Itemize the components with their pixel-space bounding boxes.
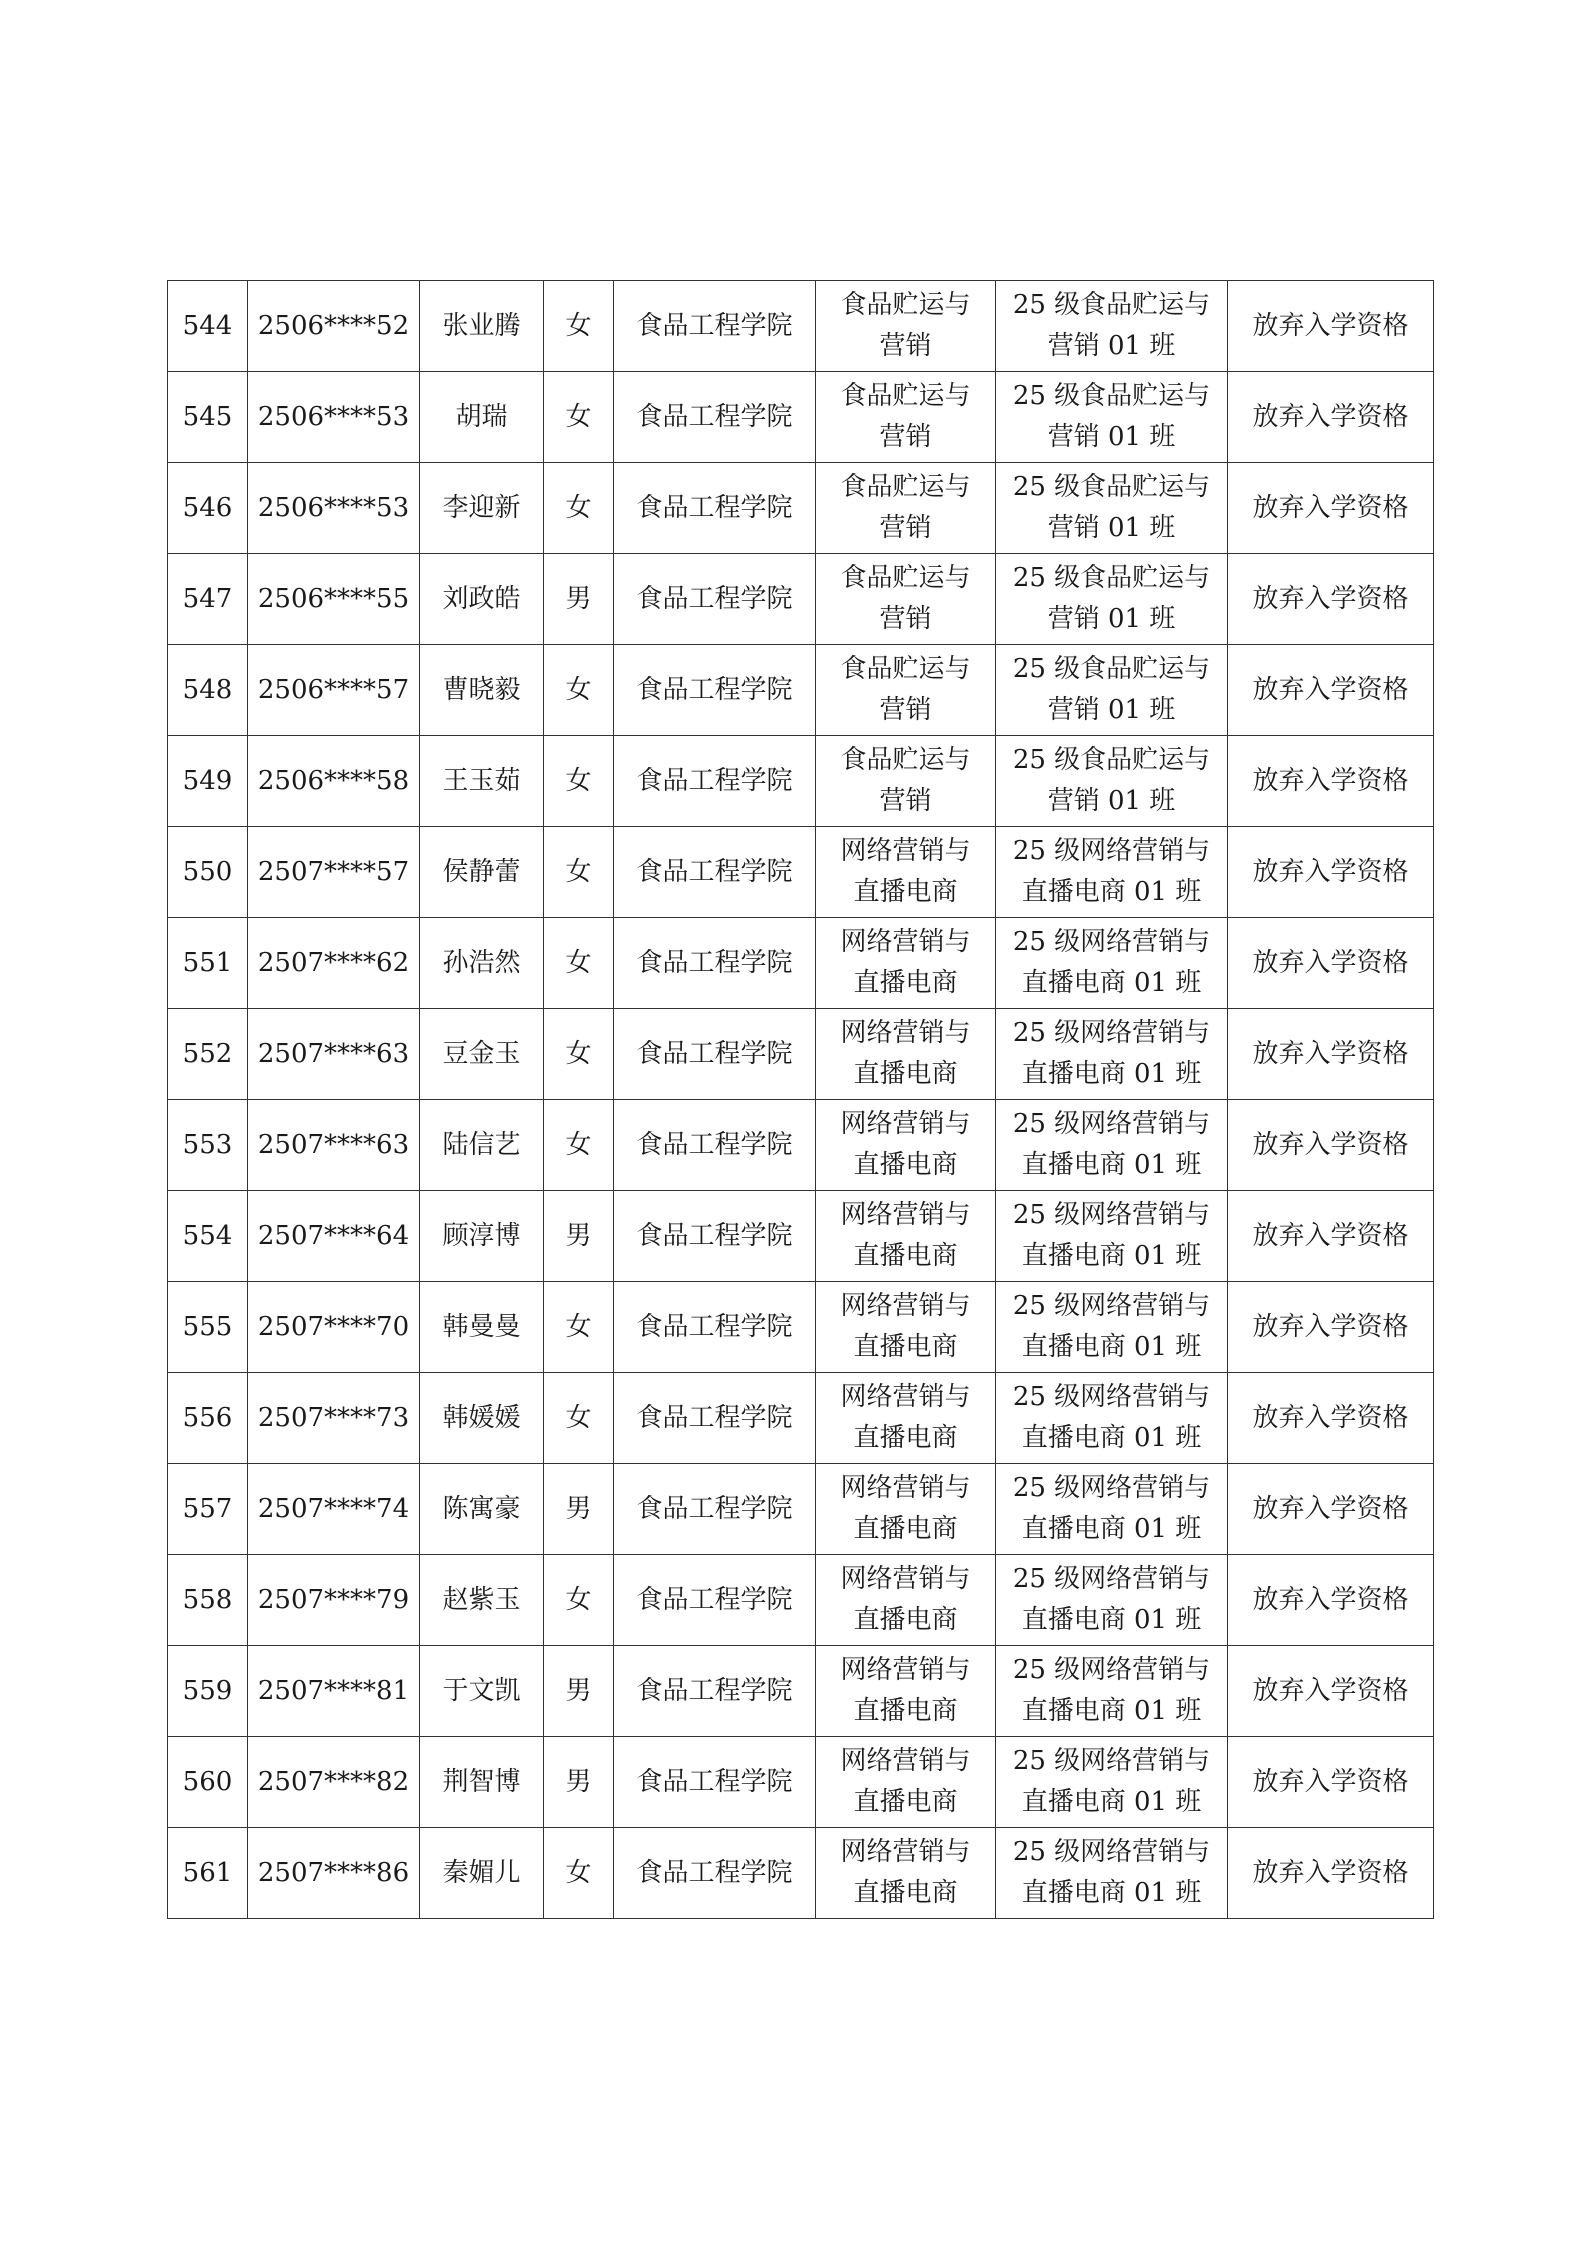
gender-cell: 男	[544, 1737, 614, 1828]
serial-number-cell: 554	[168, 1191, 248, 1282]
college-cell: 食品工程学院	[614, 918, 816, 1009]
class-cell-line: 25 级网络营销与	[1012, 1382, 1211, 1412]
student-name-cell: 荆智博	[420, 1737, 544, 1828]
major-cell	[816, 1737, 996, 1828]
major-cell	[816, 1373, 996, 1464]
student-name-cell: 胡瑞	[420, 372, 544, 463]
major-cell-line: 食品贮运与	[840, 472, 971, 502]
gender-cell: 女	[544, 645, 614, 736]
student-id-cell: 2506****53	[248, 372, 420, 463]
class-cell-line: 营销 01 班	[1047, 422, 1176, 452]
serial-number-cell: 550	[168, 827, 248, 918]
serial-number-cell: 553	[168, 1100, 248, 1191]
college-cell: 食品工程学院	[614, 281, 816, 372]
table-row	[168, 554, 1434, 645]
major-cell	[816, 1464, 996, 1555]
major-cell-line: 直播电商	[853, 1059, 958, 1089]
status-cell: 放弃入学资格	[1228, 736, 1434, 827]
college-cell: 食品工程学院	[614, 827, 816, 918]
student-name-cell: 李迎新	[420, 463, 544, 554]
student-status-table	[167, 280, 1434, 1919]
major-cell	[816, 463, 996, 554]
class-cell	[996, 1828, 1228, 1919]
major-cell	[816, 1191, 996, 1282]
major-cell-line: 食品贮运与	[840, 654, 971, 684]
major-cell	[816, 736, 996, 827]
gender-cell: 女	[544, 736, 614, 827]
major-cell-line: 食品贮运与	[840, 290, 971, 320]
student-id-cell: 2506****53	[248, 463, 420, 554]
class-cell-line: 直播电商 01 班	[1021, 1696, 1202, 1726]
major-cell	[816, 827, 996, 918]
gender-cell: 女	[544, 827, 614, 918]
college-cell: 食品工程学院	[614, 1100, 816, 1191]
status-cell: 放弃入学资格	[1228, 645, 1434, 736]
serial-number-cell: 548	[168, 645, 248, 736]
major-cell-line: 直播电商	[853, 1241, 958, 1271]
table-row	[168, 1373, 1434, 1464]
gender-cell: 女	[544, 1009, 614, 1100]
status-cell: 放弃入学资格	[1228, 1828, 1434, 1919]
major-cell-line: 直播电商	[853, 1332, 958, 1362]
college-cell: 食品工程学院	[614, 1646, 816, 1737]
student-id-cell: 2507****74	[248, 1464, 420, 1555]
table-body	[168, 281, 1434, 1919]
class-cell	[996, 1282, 1228, 1373]
status-cell: 放弃入学资格	[1228, 1009, 1434, 1100]
table-row	[168, 281, 1434, 372]
student-name-cell: 王玉茹	[420, 736, 544, 827]
class-cell-line: 直播电商 01 班	[1021, 1787, 1202, 1817]
student-id-cell: 2507****70	[248, 1282, 420, 1373]
class-cell-line: 25 级网络营销与	[1012, 1473, 1211, 1503]
student-id-cell: 2507****64	[248, 1191, 420, 1282]
class-cell-line: 25 级食品贮运与	[1012, 290, 1211, 320]
gender-cell: 女	[544, 1373, 614, 1464]
class-cell-line: 营销 01 班	[1047, 604, 1176, 634]
college-cell: 食品工程学院	[614, 1828, 816, 1919]
college-cell: 食品工程学院	[614, 1282, 816, 1373]
status-cell: 放弃入学资格	[1228, 554, 1434, 645]
student-id-cell: 2507****82	[248, 1737, 420, 1828]
student-name-cell: 秦媚儿	[420, 1828, 544, 1919]
major-cell	[816, 372, 996, 463]
major-cell	[816, 1646, 996, 1737]
major-cell-line: 营销	[879, 604, 932, 634]
class-cell	[996, 1555, 1228, 1646]
class-cell-line: 直播电商 01 班	[1021, 1241, 1202, 1271]
college-cell: 食品工程学院	[614, 1555, 816, 1646]
major-cell-line: 网络营销与	[840, 1837, 971, 1867]
class-cell-line: 直播电商 01 班	[1021, 1150, 1202, 1180]
student-name-cell: 侯静蕾	[420, 827, 544, 918]
serial-number-cell: 558	[168, 1555, 248, 1646]
class-cell-line: 直播电商 01 班	[1021, 877, 1202, 907]
major-cell-line: 食品贮运与	[840, 563, 971, 593]
table-row	[168, 1100, 1434, 1191]
gender-cell: 女	[544, 463, 614, 554]
class-cell-line: 营销 01 班	[1047, 331, 1176, 361]
student-id-cell: 2507****63	[248, 1100, 420, 1191]
class-cell-line: 25 级食品贮运与	[1012, 472, 1211, 502]
student-name-cell: 豆金玉	[420, 1009, 544, 1100]
gender-cell: 男	[544, 1191, 614, 1282]
table-row	[168, 1191, 1434, 1282]
table-row	[168, 918, 1434, 1009]
major-cell-line: 网络营销与	[840, 1655, 971, 1685]
class-cell-line: 25 级网络营销与	[1012, 1109, 1211, 1139]
table-row	[168, 1282, 1434, 1373]
serial-number-cell: 559	[168, 1646, 248, 1737]
college-cell: 食品工程学院	[614, 645, 816, 736]
class-cell	[996, 1646, 1228, 1737]
serial-number-cell: 549	[168, 736, 248, 827]
class-cell-line: 直播电商 01 班	[1021, 1878, 1202, 1908]
student-id-cell: 2507****81	[248, 1646, 420, 1737]
serial-number-cell: 546	[168, 463, 248, 554]
status-cell: 放弃入学资格	[1228, 1737, 1434, 1828]
class-cell-line: 25 级网络营销与	[1012, 1564, 1211, 1594]
gender-cell: 男	[544, 554, 614, 645]
status-cell: 放弃入学资格	[1228, 1646, 1434, 1737]
class-cell	[996, 463, 1228, 554]
class-cell-line: 营销 01 班	[1047, 695, 1176, 725]
major-cell	[816, 1828, 996, 1919]
major-cell-line: 网络营销与	[840, 1109, 971, 1139]
student-id-cell: 2507****62	[248, 918, 420, 1009]
class-cell	[996, 1464, 1228, 1555]
major-cell-line: 直播电商	[853, 968, 958, 998]
student-name-cell: 赵紫玉	[420, 1555, 544, 1646]
class-cell	[996, 554, 1228, 645]
class-cell-line: 25 级网络营销与	[1012, 1291, 1211, 1321]
major-cell-line: 直播电商	[853, 877, 958, 907]
serial-number-cell: 557	[168, 1464, 248, 1555]
table-row	[168, 645, 1434, 736]
college-cell: 食品工程学院	[614, 1737, 816, 1828]
major-cell	[816, 918, 996, 1009]
student-name-cell: 韩媛媛	[420, 1373, 544, 1464]
class-cell-line: 直播电商 01 班	[1021, 1332, 1202, 1362]
class-cell-line: 25 级网络营销与	[1012, 1837, 1211, 1867]
class-cell-line: 25 级食品贮运与	[1012, 654, 1211, 684]
gender-cell: 男	[544, 1646, 614, 1737]
class-cell-line: 营销 01 班	[1047, 513, 1176, 543]
gender-cell: 女	[544, 372, 614, 463]
class-cell-line: 直播电商 01 班	[1021, 1423, 1202, 1453]
major-cell-line: 直播电商	[853, 1514, 958, 1544]
table-row	[168, 1555, 1434, 1646]
college-cell: 食品工程学院	[614, 1464, 816, 1555]
major-cell-line: 直播电商	[853, 1150, 958, 1180]
major-cell-line: 网络营销与	[840, 1018, 971, 1048]
major-cell	[816, 281, 996, 372]
status-cell: 放弃入学资格	[1228, 1464, 1434, 1555]
serial-number-cell: 556	[168, 1373, 248, 1464]
major-cell-line: 营销	[879, 695, 932, 725]
major-cell-line: 营销	[879, 513, 932, 543]
status-cell: 放弃入学资格	[1228, 463, 1434, 554]
serial-number-cell: 552	[168, 1009, 248, 1100]
student-name-cell: 张业腾	[420, 281, 544, 372]
class-cell	[996, 1373, 1228, 1464]
college-cell: 食品工程学院	[614, 372, 816, 463]
college-cell: 食品工程学院	[614, 736, 816, 827]
major-cell-line: 食品贮运与	[840, 381, 971, 411]
status-cell: 放弃入学资格	[1228, 1100, 1434, 1191]
major-cell-line: 网络营销与	[840, 1200, 971, 1230]
student-id-cell: 2507****63	[248, 1009, 420, 1100]
major-cell-line: 营销	[879, 331, 932, 361]
status-cell: 放弃入学资格	[1228, 1282, 1434, 1373]
status-cell: 放弃入学资格	[1228, 281, 1434, 372]
major-cell-line: 直播电商	[853, 1605, 958, 1635]
college-cell: 食品工程学院	[614, 554, 816, 645]
college-cell: 食品工程学院	[614, 1009, 816, 1100]
class-cell-line: 直播电商 01 班	[1021, 968, 1202, 998]
class-cell-line: 营销 01 班	[1047, 786, 1176, 816]
major-cell-line: 网络营销与	[840, 1473, 971, 1503]
table-row	[168, 1828, 1434, 1919]
student-name-cell: 陆信艺	[420, 1100, 544, 1191]
class-cell-line: 25 级食品贮运与	[1012, 745, 1211, 775]
serial-number-cell: 547	[168, 554, 248, 645]
student-id-cell: 2507****79	[248, 1555, 420, 1646]
class-cell	[996, 645, 1228, 736]
table-row	[168, 827, 1434, 918]
major-cell-line: 直播电商	[853, 1878, 958, 1908]
serial-number-cell: 555	[168, 1282, 248, 1373]
student-id-cell: 2506****57	[248, 645, 420, 736]
major-cell-line: 直播电商	[853, 1423, 958, 1453]
college-cell: 食品工程学院	[614, 463, 816, 554]
table-row	[168, 1737, 1434, 1828]
class-cell-line: 25 级网络营销与	[1012, 1018, 1211, 1048]
major-cell	[816, 645, 996, 736]
gender-cell: 女	[544, 281, 614, 372]
student-name-cell: 曹晓毅	[420, 645, 544, 736]
major-cell	[816, 1009, 996, 1100]
class-cell-line: 25 级网络营销与	[1012, 1746, 1211, 1776]
major-cell-line: 网络营销与	[840, 836, 971, 866]
status-cell: 放弃入学资格	[1228, 372, 1434, 463]
student-name-cell: 韩曼曼	[420, 1282, 544, 1373]
class-cell-line: 直播电商 01 班	[1021, 1605, 1202, 1635]
table-row	[168, 1646, 1434, 1737]
gender-cell: 女	[544, 918, 614, 1009]
class-cell	[996, 1009, 1228, 1100]
class-cell	[996, 1191, 1228, 1282]
student-name-cell: 顾淳博	[420, 1191, 544, 1282]
major-cell-line: 网络营销与	[840, 1746, 971, 1776]
gender-cell: 女	[544, 1555, 614, 1646]
table-row	[168, 463, 1434, 554]
major-cell	[816, 1100, 996, 1191]
table-row	[168, 736, 1434, 827]
class-cell	[996, 736, 1228, 827]
gender-cell: 女	[544, 1100, 614, 1191]
gender-cell: 女	[544, 1282, 614, 1373]
major-cell-line: 网络营销与	[840, 1564, 971, 1594]
serial-number-cell: 544	[168, 281, 248, 372]
class-cell-line: 25 级食品贮运与	[1012, 563, 1211, 593]
serial-number-cell: 545	[168, 372, 248, 463]
table-row	[168, 372, 1434, 463]
serial-number-cell: 561	[168, 1828, 248, 1919]
student-name-cell: 陈寓豪	[420, 1464, 544, 1555]
college-cell: 食品工程学院	[614, 1191, 816, 1282]
student-name-cell: 刘政皓	[420, 554, 544, 645]
student-id-cell: 2506****55	[248, 554, 420, 645]
student-id-cell: 2507****57	[248, 827, 420, 918]
class-cell-line: 直播电商 01 班	[1021, 1059, 1202, 1089]
college-cell: 食品工程学院	[614, 1373, 816, 1464]
major-cell-line: 直播电商	[853, 1696, 958, 1726]
table-row	[168, 1009, 1434, 1100]
gender-cell: 女	[544, 1828, 614, 1919]
status-cell: 放弃入学资格	[1228, 1555, 1434, 1646]
major-cell-line: 营销	[879, 786, 932, 816]
serial-number-cell: 551	[168, 918, 248, 1009]
student-id-cell: 2507****86	[248, 1828, 420, 1919]
class-cell	[996, 827, 1228, 918]
class-cell	[996, 372, 1228, 463]
status-cell: 放弃入学资格	[1228, 827, 1434, 918]
status-cell: 放弃入学资格	[1228, 918, 1434, 1009]
status-cell: 放弃入学资格	[1228, 1191, 1434, 1282]
major-cell	[816, 554, 996, 645]
class-cell	[996, 281, 1228, 372]
major-cell-line: 网络营销与	[840, 1291, 971, 1321]
student-id-cell: 2506****52	[248, 281, 420, 372]
student-name-cell: 于文凯	[420, 1646, 544, 1737]
class-cell-line: 直播电商 01 班	[1021, 1514, 1202, 1544]
class-cell-line: 25 级网络营销与	[1012, 1655, 1211, 1685]
student-id-cell: 2506****58	[248, 736, 420, 827]
major-cell-line: 网络营销与	[840, 927, 971, 957]
class-cell-line: 25 级网络营销与	[1012, 836, 1211, 866]
student-name-cell: 孙浩然	[420, 918, 544, 1009]
gender-cell: 男	[544, 1464, 614, 1555]
class-cell	[996, 1737, 1228, 1828]
major-cell	[816, 1555, 996, 1646]
class-cell-line: 25 级食品贮运与	[1012, 381, 1211, 411]
serial-number-cell: 560	[168, 1737, 248, 1828]
class-cell-line: 25 级网络营销与	[1012, 927, 1211, 957]
class-cell-line: 25 级网络营销与	[1012, 1200, 1211, 1230]
major-cell-line: 营销	[879, 422, 932, 452]
major-cell-line: 网络营销与	[840, 1382, 971, 1412]
major-cell-line: 食品贮运与	[840, 745, 971, 775]
table-row	[168, 1464, 1434, 1555]
status-cell: 放弃入学资格	[1228, 1373, 1434, 1464]
major-cell	[816, 1282, 996, 1373]
class-cell	[996, 1100, 1228, 1191]
student-id-cell: 2507****73	[248, 1373, 420, 1464]
major-cell-line: 直播电商	[853, 1787, 958, 1817]
class-cell	[996, 918, 1228, 1009]
